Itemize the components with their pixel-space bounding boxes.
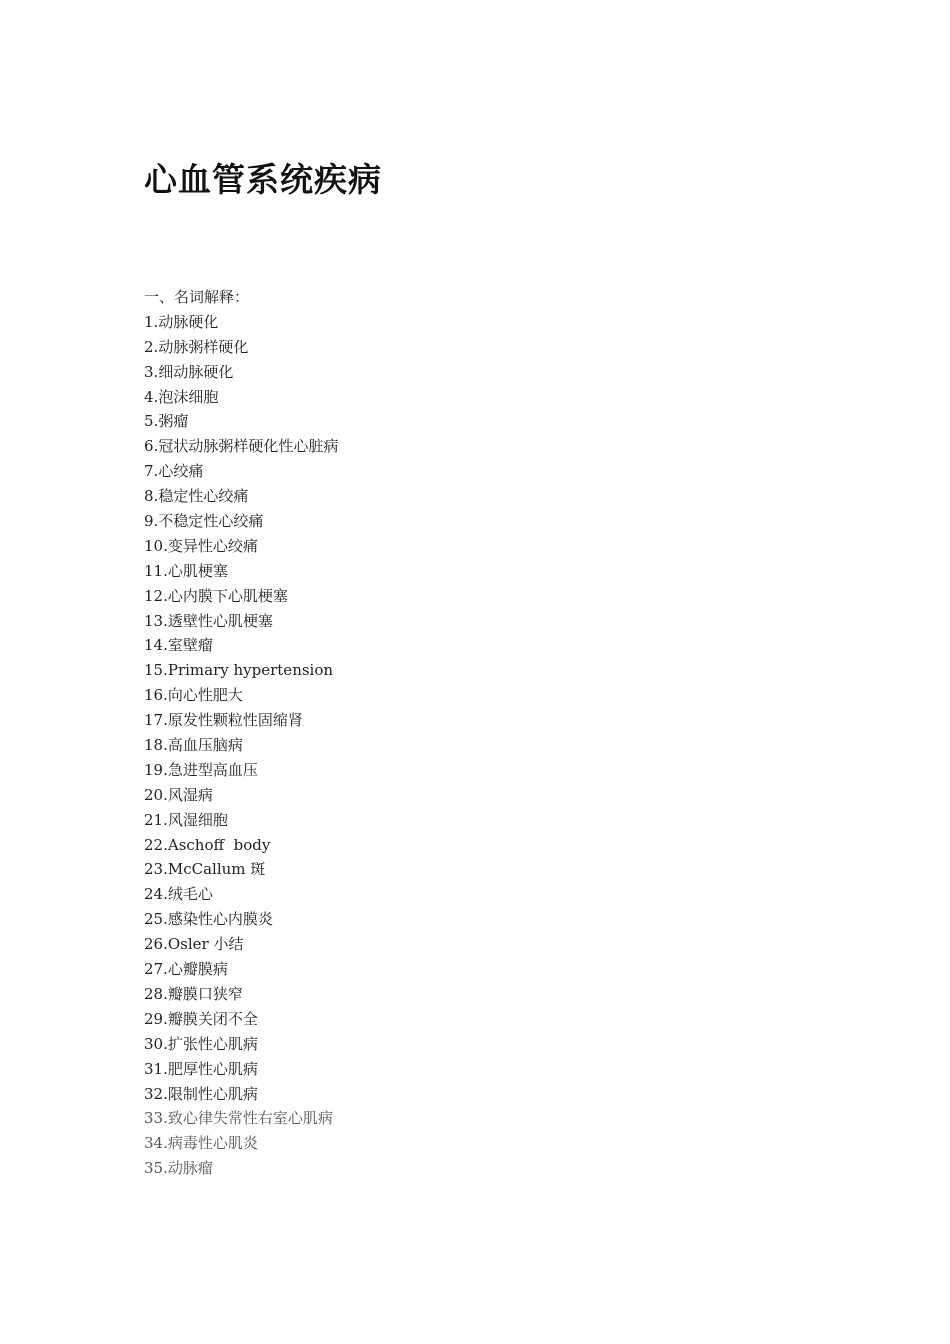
term-number: 10. [144,536,168,555]
term-text: McCallum 斑 [167,860,266,879]
term-text: 不稳定性心绞痛 [158,512,264,531]
term-text: 风湿细胞 [167,810,228,829]
term-text: 致心律失常性右室心肌病 [167,1109,333,1128]
term-number: 1. [144,312,159,331]
term-number: 23. [144,860,168,879]
term-number: 34. [144,1134,168,1153]
list-item [144,783,844,808]
list-item [144,957,844,982]
term-number: 19. [144,760,168,779]
list-item [144,808,844,833]
term-text: 透壁性心肌梗塞 [167,611,273,630]
term-text: 心肌梗塞 [167,561,228,580]
term-number: 32. [144,1084,168,1103]
term-text: 心内膜下心肌梗塞 [167,586,288,605]
list-item [144,534,844,559]
term-number: 9. [144,512,159,531]
term-text: 绒毛心 [167,885,213,904]
list-item [144,584,844,609]
list-item [144,484,844,509]
term-text: Osler 小结 [167,935,244,954]
term-text: 高血压脑病 [167,736,243,755]
list-item [144,1007,844,1032]
term-text: 泡沫细胞 [158,387,219,406]
term-list [144,310,844,1181]
term-text: 原发性颗粒性固缩肾 [167,711,303,730]
term-number: 20. [144,785,168,804]
term-number: 30. [144,1034,168,1053]
term-number: 8. [144,487,159,506]
term-number: 7. [144,462,159,481]
list-item [144,907,844,932]
list-item [144,1156,844,1181]
term-text: 稳定性心绞痛 [158,487,249,506]
term-text: Primary hypertension [167,661,334,680]
term-text: 瓣膜口狭窄 [167,984,243,1003]
list-item [144,1131,844,1156]
list-item [144,1082,844,1107]
term-text: 扩张性心肌病 [167,1034,258,1053]
term-number: 12. [144,586,168,605]
list-item [144,1057,844,1082]
term-text: 急进型高血压 [167,760,258,779]
document-title: 心血管系统疾病 [144,160,382,199]
term-text: 心瓣膜病 [167,960,228,979]
term-text: 病毒性心肌炎 [167,1134,258,1153]
term-text: 变异性心绞痛 [167,536,258,555]
list-item [144,409,844,434]
term-number: 29. [144,1009,168,1028]
list-item [144,633,844,658]
list-item [144,310,844,335]
term-number: 13. [144,611,168,630]
term-number: 15. [144,661,168,680]
list-item [144,559,844,584]
term-number: 35. [144,1159,168,1178]
list-item [144,708,844,733]
section-heading: 一、名词解释： [144,288,250,306]
list-item [144,385,844,410]
term-number: 22. [144,835,168,854]
term-text: 粥瘤 [158,412,189,431]
list-item [144,459,844,484]
list-item [144,733,844,758]
list-item [144,509,844,534]
term-text: 心绞痛 [158,462,204,481]
term-text: 动脉硬化 [158,312,219,331]
term-number: 28. [144,984,168,1003]
term-number: 2. [144,337,159,356]
list-item [144,658,844,683]
term-text: 动脉粥样硬化 [158,337,249,356]
list-item [144,857,844,882]
term-text: 感染性心内膜炎 [167,910,273,929]
list-item [144,335,844,360]
list-item [144,758,844,783]
list-item [144,1106,844,1131]
term-text: 动脉瘤 [167,1159,213,1178]
term-number: 14. [144,636,168,655]
term-number: 6. [144,437,159,456]
term-number: 11. [144,561,168,580]
list-item [144,683,844,708]
term-number: 27. [144,960,168,979]
term-number: 33. [144,1109,168,1128]
term-number: 5. [144,412,159,431]
term-text: 限制性心肌病 [167,1084,258,1103]
term-number: 21. [144,810,168,829]
term-number: 3. [144,362,159,381]
terms-section [144,285,844,1181]
list-item [144,609,844,634]
term-number: 24. [144,885,168,904]
term-text: Aschoff body [167,835,271,854]
list-item [144,360,844,385]
term-text: 细动脉硬化 [158,362,234,381]
term-number: 25. [144,910,168,929]
list-item [144,434,844,459]
list-item [144,882,844,907]
term-number: 18. [144,736,168,755]
term-text: 风湿病 [167,785,213,804]
term-number: 31. [144,1059,168,1078]
term-text: 瓣膜关闭不全 [167,1009,258,1028]
list-item [144,1032,844,1057]
list-item [144,982,844,1007]
term-number: 17. [144,711,168,730]
term-text: 向心性肥大 [167,686,243,705]
term-text: 肥厚性心肌病 [167,1059,258,1078]
list-item [144,833,844,858]
term-number: 4. [144,387,159,406]
term-number: 16. [144,686,168,705]
list-item [144,932,844,957]
term-number: 26. [144,935,168,954]
term-text: 冠状动脉粥样硬化性心脏病 [158,437,339,456]
term-text: 室壁瘤 [167,636,213,655]
